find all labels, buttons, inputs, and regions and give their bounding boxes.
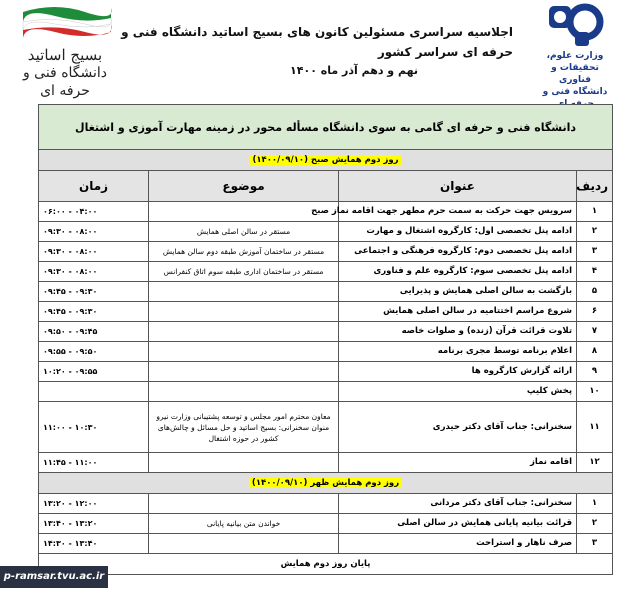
cell-title: سرویس جهت حرکت به سمت حرم مطهر جهت اقامه نماز صبح <box>339 202 577 222</box>
cell-title: اقامه نماز <box>339 453 577 473</box>
cell-topic <box>149 282 339 302</box>
cell-num: ۱ <box>577 202 613 222</box>
schedule-table <box>38 104 613 575</box>
cell-time <box>39 382 149 402</box>
cell-topic: مستقر در ساختمان اداری طبقه سوم اتاق کنفرانس <box>149 262 339 282</box>
cell-num: ۸ <box>577 342 613 362</box>
noon-section-row <box>39 473 613 494</box>
ministry-university-logo <box>535 2 615 97</box>
cell-title: سخنرانی: جناب آقای دکتر مردانی <box>339 494 577 514</box>
table-row <box>39 382 613 402</box>
table-row <box>39 222 613 242</box>
col-header-time: زمان <box>39 171 149 202</box>
morning-section-label: روز دوم همایش صبح (۱۴۰۰/۰۹/۱۰) <box>249 155 401 165</box>
cell-topic: معاون محترم امور مجلس و توسعه پشتیبانی وزارت نیرو منوان سخنرانی: بسیج اساتید و حل مسائل و چالش‌های کشور در حوزه اشتغال <box>149 402 339 453</box>
ministry-name: وزارت علوم، تحقیقات و فناوری <box>546 51 604 85</box>
col-header-num: ردیف <box>577 171 613 202</box>
site-watermark: p-ramsar.tvu.ac.ir <box>0 566 108 588</box>
cell-topic <box>149 322 339 342</box>
event-title: اجلاسیه سراسری مسئولین کانون های بسیج اساتید دانشگاه فنی و حرفه ای سراسر کشور <box>121 25 513 59</box>
cell-title: صرف ناهار و استراحت <box>339 534 577 554</box>
cell-title: قرائت بیانیه پایانی همایش در سالن اصلی <box>339 514 577 534</box>
cell-topic <box>149 342 339 362</box>
cell-time: ۰۶:۰۰ - ۰۴:۰۰ <box>39 202 149 222</box>
cell-num: ۹ <box>577 362 613 382</box>
cell-topic <box>149 382 339 402</box>
cell-time: ۰۹:۴۵ - ۰۹:۳۰ <box>39 302 149 322</box>
cell-topic: خواندن متن بیانیه پایانی <box>149 514 339 534</box>
table-row <box>39 202 613 222</box>
cell-time: ۰۹:۵۰ - ۰۹:۴۵ <box>39 322 149 342</box>
cell-title: ادامه پنل تخصصی سوم: کارگروه علم و فناوری <box>339 262 577 282</box>
banner-row <box>39 105 613 150</box>
cell-num: ۶ <box>577 302 613 322</box>
cell-title: ارائه گزارش کارگروه ها <box>339 362 577 382</box>
university-emblem-icon <box>545 2 605 50</box>
header-row <box>39 171 613 202</box>
col-header-title: عنوان <box>339 171 577 202</box>
table-row <box>39 362 613 382</box>
conference-slogan: دانشگاه فنی و حرفه ای گامی به سوی دانشگاه مسأله محور در زمینه مهارت آموزی و اشتغال <box>39 105 613 150</box>
event-date: نهم و دهم آذر ماه ۱۴۰۰ <box>290 64 418 77</box>
cell-time: ۰۹:۳۰ - ۰۸:۰۰ <box>39 242 149 262</box>
cell-time: ۱۱:۴۵ - ۱۱:۰۰ <box>39 453 149 473</box>
cell-topic <box>149 534 339 554</box>
cell-title: سخنرانی: جناب آقای دکتر حیدری <box>339 402 577 453</box>
cell-topic <box>149 202 339 222</box>
cell-time: ۱۱:۰۰ - ۱۰:۳۰ <box>39 402 149 453</box>
table-row <box>39 242 613 262</box>
cell-title: ادامه پنل تخصصی دوم: کارگروه فرهنگی و اجتماعی <box>339 242 577 262</box>
table-row <box>39 282 613 302</box>
cell-topic: مستقر در سالن اصلی همایش <box>149 222 339 242</box>
morning-section-row <box>39 150 613 171</box>
table-row <box>39 322 613 342</box>
table-row <box>39 534 613 554</box>
cell-time: ۱۳:۴۰ - ۱۳:۲۰ <box>39 514 149 534</box>
cell-time: ۰۹:۴۵ - ۰۹:۳۰ <box>39 282 149 302</box>
cell-num: ۲ <box>577 514 613 534</box>
table-row <box>39 402 613 453</box>
basij-university: دانشگاه فنی و حرفه ای <box>22 65 108 99</box>
col-header-topic: موضوع <box>149 171 339 202</box>
table-row <box>39 514 613 534</box>
cell-title: اعلام برنامه توسط مجری برنامه <box>339 342 577 362</box>
cell-time: ۱۰:۲۰ - ۰۹:۵۵ <box>39 362 149 382</box>
cell-time: ۱۳:۲۰ - ۱۲:۰۰ <box>39 494 149 514</box>
cell-num: ۳ <box>577 534 613 554</box>
cell-title: تلاوت قرائت قرآن (زنده) و صلوات خاصه <box>339 322 577 342</box>
cell-num: ۳ <box>577 242 613 262</box>
cell-num: ۴ <box>577 262 613 282</box>
cell-num: ۵ <box>577 282 613 302</box>
cell-time: ۱۴:۳۰ - ۱۳:۴۰ <box>39 534 149 554</box>
cell-topic <box>149 494 339 514</box>
cell-num: ۲ <box>577 222 613 242</box>
footer-row <box>39 554 613 575</box>
cell-topic <box>149 453 339 473</box>
university-name: دانشگاه فنی و <box>542 87 608 97</box>
cell-title: بازگشت به سالن اصلی همایش و پذیرایی <box>339 282 577 302</box>
basij-title: بسیج اساتید <box>27 46 103 64</box>
table-row <box>39 453 613 473</box>
basij-logo <box>10 2 120 97</box>
page-header <box>0 0 633 100</box>
cell-title: ادامه پنل تخصصی اول: کارگروه اشتغال و مهارت <box>339 222 577 242</box>
cell-num: ۱۲ <box>577 453 613 473</box>
cell-num: ۱۰ <box>577 382 613 402</box>
cell-num: ۱۱ <box>577 402 613 453</box>
cell-time: ۰۹:۳۰ - ۰۸:۰۰ <box>39 262 149 282</box>
table-row <box>39 494 613 514</box>
table-row <box>39 342 613 362</box>
table-row <box>39 262 613 282</box>
cell-title: شروع مراسم اختتامیه در سالن اصلی همایش <box>339 302 577 322</box>
cell-num: ۷ <box>577 322 613 342</box>
event-title-block <box>113 22 513 80</box>
cell-time: ۰۹:۵۵ - ۰۹:۵۰ <box>39 342 149 362</box>
end-of-day-label: پایان روز دوم همایش <box>39 554 613 575</box>
cell-num: ۱ <box>577 494 613 514</box>
cell-time: ۰۹:۳۰ - ۰۸:۰۰ <box>39 222 149 242</box>
table-row <box>39 302 613 322</box>
cell-title: پخش کلیپ <box>339 382 577 402</box>
cell-topic <box>149 362 339 382</box>
cell-topic <box>149 302 339 322</box>
cell-topic: مستقر در ساختمان آموزش طبقه دوم سالن همایش <box>149 242 339 262</box>
noon-section-label: روز دوم همایش ظهر (۱۴۰۰/۰۹/۱۰) <box>249 478 402 488</box>
flag-wave-icon <box>15 2 115 42</box>
